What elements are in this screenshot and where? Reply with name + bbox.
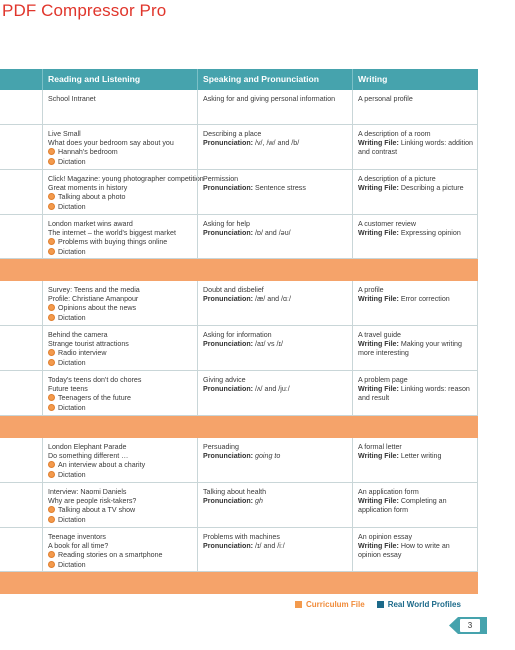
audio-icon — [48, 359, 55, 366]
reading-cell: Teenage inventors A book for all time? Reading stories on a smartphone Dictation — [42, 528, 197, 571]
reading-cell: Interview: Naomi Daniels Why are people risk-takers? Talking about a TV show Dictation — [42, 483, 197, 527]
reading-cell: London market wins award The internet – the world's biggest market Problems with buying things online Dictation — [42, 215, 197, 258]
curriculum-file-swatch — [295, 601, 302, 608]
audio-icon — [48, 516, 55, 523]
reading-cell: School Intranet — [42, 90, 197, 124]
writing-cell: A travel guide Writing File: Making your writing more interesting — [352, 326, 478, 370]
writing-cell: A customer review Writing File: Expressing opinion — [352, 215, 478, 258]
reading-cell: Today's teens don't do chores Future teens Teenagers of the future Dictation — [42, 371, 197, 415]
table-row — [0, 90, 478, 125]
writing-cell: A problem page Writing File: Linking words: reason and result — [352, 371, 478, 415]
section-band — [0, 572, 478, 594]
audio-icon — [48, 248, 55, 255]
reading-cell: Click! Magazine: young photographer competition Great moments in history Talking about a photo Dictation — [42, 170, 197, 214]
reading-cell: Live Small What does your bedroom say about you Hannah's bedroom Dictation — [42, 125, 197, 169]
watermark-text: PDF Compressor Pro — [2, 1, 167, 20]
speaking-cell: Asking for and giving personal information — [197, 90, 352, 124]
writing-cell: A description of a picture Writing File: Describing a picture — [352, 170, 478, 214]
speaking-cell: Asking for information Pronunciation: /aɪ/ vs /ɪ/ — [197, 326, 352, 370]
reading-cell: Survey: Teens and the media Profile: Christiane Amanpour Opinions about the news Dictation — [42, 281, 197, 325]
table-row — [0, 326, 478, 371]
speaking-cell: Persuading Pronunciation: going to — [197, 438, 352, 482]
table-row — [0, 281, 478, 326]
speaking-cell: Giving advice Pronunciation: /ʌ/ and /juː/ — [197, 371, 352, 415]
speaking-cell: Describing a place Pronunciation: /v/, /w/ and /b/ — [197, 125, 352, 169]
speaking-cell: Doubt and disbelief Pronunciation: /æ/ and /ɑː/ — [197, 281, 352, 325]
header-reading-listening: Reading and Listening — [42, 69, 197, 90]
table-row — [0, 483, 478, 528]
audio-icon — [48, 314, 55, 321]
header-blank — [0, 69, 42, 90]
audio-icon — [48, 304, 55, 311]
writing-cell: A formal letter Writing File: Letter writing — [352, 438, 478, 482]
audio-icon — [48, 203, 55, 210]
audio-icon — [48, 148, 55, 155]
audio-icon — [48, 551, 55, 558]
table-row — [0, 170, 478, 215]
table-row — [0, 438, 478, 483]
writing-cell: A description of a room Writing File: Linking words: addition and contrast — [352, 125, 478, 169]
reading-cell: Behind the camera Strange tourist attractions Radio interview Dictation — [42, 326, 197, 370]
writing-cell: An application form Writing File: Completing an application form — [352, 483, 478, 527]
audio-icon — [48, 193, 55, 200]
header-writing: Writing — [352, 69, 478, 90]
table-row — [0, 371, 478, 416]
audio-icon — [48, 349, 55, 356]
speaking-cell: Asking for help Pronunciation: /ɒ/ and /əʊ/ — [197, 215, 352, 258]
audio-icon — [48, 238, 55, 245]
real-world-profiles-label: Real World Profiles — [387, 600, 461, 609]
audio-icon — [48, 461, 55, 468]
speaking-cell: Permission Pronunciation: Sentence stress — [197, 170, 352, 214]
table-header — [0, 69, 478, 90]
writing-cell: A profile Writing File: Error correction — [352, 281, 478, 325]
writing-cell: An opinion essay Writing File: How to write an opinion essay — [352, 528, 478, 571]
audio-icon — [48, 158, 55, 165]
reading-cell: London Elephant Parade Do something different … An interview about a charity Dictation — [42, 438, 197, 482]
contents-table — [0, 69, 478, 594]
section-band — [0, 259, 478, 281]
table-row — [0, 125, 478, 170]
section-band — [0, 416, 478, 438]
real-world-profiles-swatch — [377, 601, 384, 608]
header-speaking-pronunciation: Speaking and Pronunciation — [197, 69, 352, 90]
audio-icon — [48, 394, 55, 401]
speaking-cell: Talking about health Pronunciation: gh — [197, 483, 352, 527]
curriculum-file-label: Curriculum File — [306, 600, 365, 609]
page-number: 3 — [460, 619, 480, 632]
audio-icon — [48, 506, 55, 513]
table-row — [0, 215, 478, 259]
writing-cell: A personal profile — [352, 90, 478, 124]
legend — [295, 600, 461, 609]
table-row — [0, 528, 478, 572]
audio-icon — [48, 471, 55, 478]
audio-icon — [48, 561, 55, 568]
audio-icon — [48, 404, 55, 411]
speaking-cell: Problems with machines Pronunciation: /ɪ/ and /iː/ — [197, 528, 352, 571]
